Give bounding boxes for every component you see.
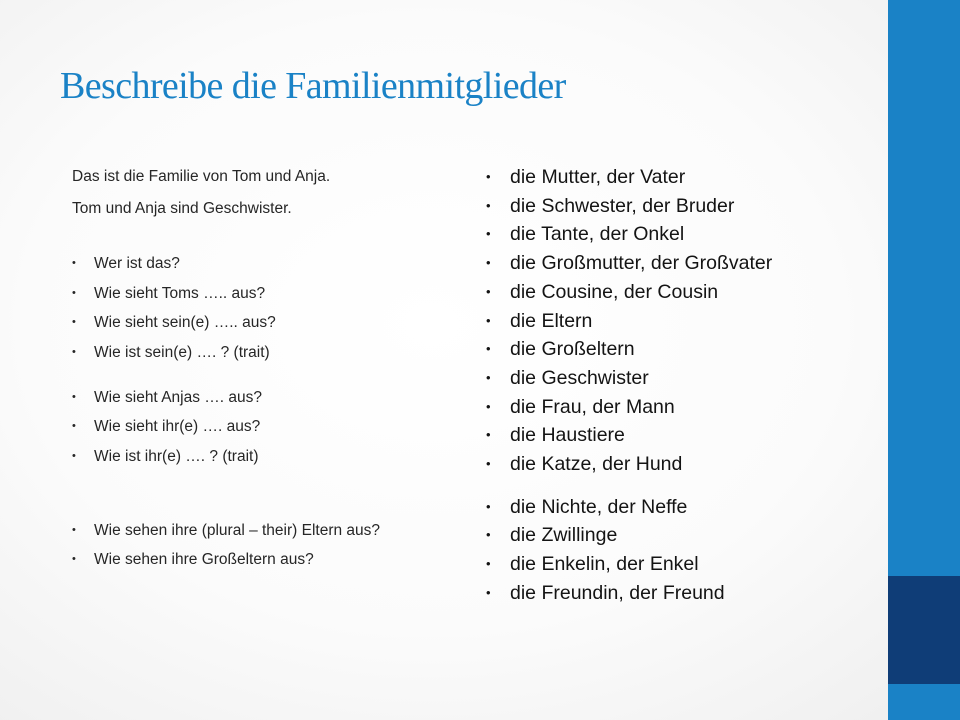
list-item: [486, 521, 886, 550]
bullet-icon: •: [486, 197, 491, 213]
list-item-text: Wie sieht Anjas …. aus?: [94, 388, 262, 406]
bullet-icon: •: [72, 553, 76, 565]
left-content-column: [72, 168, 432, 580]
bullet-icon: •: [72, 449, 76, 462]
list-item: [486, 335, 886, 364]
bullet-icon: •: [486, 584, 491, 600]
list-item: [72, 550, 432, 569]
accent-side-block: [888, 576, 960, 684]
bullet-icon: •: [72, 420, 76, 432]
bullet-icon: •: [486, 255, 491, 271]
bullet-icon: •: [486, 527, 491, 543]
list-item: [486, 192, 886, 221]
list-item: [486, 220, 886, 249]
list-item: [486, 307, 886, 336]
vocab-list-extended: [486, 493, 886, 608]
list-item-text: die Cousine, der Cousin: [510, 280, 719, 303]
bullet-icon: •: [486, 226, 491, 242]
list-item: [486, 364, 886, 393]
bullet-icon: •: [486, 369, 491, 385]
list-item: [486, 550, 886, 579]
slide-title: Beschreibe die Familienmitglieder: [60, 65, 566, 107]
list-item-text: Wie ist ihr(e) …. ? (trait): [94, 447, 259, 465]
list-item-text: die Nichte, der Neffe: [510, 495, 688, 518]
list-item: [72, 254, 432, 273]
list-item-text: die Großeltern: [510, 338, 635, 361]
list-item: [72, 343, 432, 362]
questions-plural-list: [72, 521, 432, 570]
bullet-icon: •: [72, 286, 76, 299]
list-item: [72, 388, 432, 407]
list-item-text: die Großmutter, der Großvater: [510, 252, 773, 275]
list-item-text: die Haustiere: [510, 424, 625, 447]
list-item-text: die Schwester, der Bruder: [510, 194, 735, 217]
list-item: [486, 579, 886, 608]
list-item-text: die Eltern: [510, 309, 593, 332]
list-item: [486, 421, 886, 450]
bullet-icon: •: [72, 316, 76, 328]
list-item-text: die Zwillinge: [510, 524, 618, 547]
list-item-text: die Katze, der Hund: [510, 453, 683, 476]
bullet-icon: •: [486, 169, 491, 184]
list-item: [72, 417, 432, 436]
bullet-icon: •: [486, 498, 491, 514]
intro-line: Das ist die Familie von Tom und Anja.: [72, 168, 331, 185]
bullet-icon: •: [486, 312, 491, 328]
questions-tom-list: [72, 254, 432, 362]
list-item: [486, 278, 886, 307]
vocab-list-family: [486, 163, 886, 479]
bullet-icon: •: [72, 345, 76, 358]
intro-line: Tom und Anja sind Geschwister.: [72, 200, 292, 217]
bullet-icon: •: [486, 398, 491, 414]
list-item: [486, 493, 886, 522]
list-item-text: die Tante, der Onkel: [510, 223, 685, 246]
list-item: [486, 249, 886, 278]
list-item: [486, 393, 886, 422]
list-item-text: Wer ist das?: [94, 255, 180, 272]
list-item-text: Wie sieht Toms ….. aus?: [94, 284, 266, 302]
list-item-text: die Enkelin, der Enkel: [510, 553, 699, 576]
list-item: [72, 447, 432, 466]
right-vocab-column: [486, 163, 886, 608]
bullet-icon: •: [72, 523, 76, 536]
list-item-text: Wie ist sein(e) …. ? (trait): [94, 343, 270, 361]
list-item: [486, 163, 886, 192]
list-item-text: Wie sieht sein(e) ….. aus?: [94, 314, 276, 331]
list-item: [486, 450, 886, 479]
bullet-icon: •: [486, 456, 491, 472]
bullet-icon: •: [72, 390, 76, 403]
list-item-text: Wie sehen ihre Großeltern aus?: [94, 551, 314, 568]
list-item-text: die Freundin, der Freund: [510, 581, 725, 604]
list-item: [72, 284, 432, 303]
bullet-icon: •: [486, 556, 491, 572]
list-item-text: die Frau, der Mann: [510, 395, 675, 418]
list-item-text: die Mutter, der Vater: [510, 166, 686, 188]
list-item-text: Wie sieht ihr(e) …. aus?: [94, 418, 261, 435]
list-item-text: Wie sehen ihre (plural – their) Eltern aus?: [94, 521, 381, 539]
questions-anja-list: [72, 388, 432, 466]
bullet-icon: •: [486, 283, 491, 299]
list-item: [72, 313, 432, 332]
bullet-icon: •: [486, 341, 491, 357]
list-item: [72, 521, 432, 540]
bullet-icon: •: [486, 427, 491, 443]
bullet-icon: •: [72, 257, 76, 269]
list-item-text: die Geschwister: [510, 366, 649, 389]
